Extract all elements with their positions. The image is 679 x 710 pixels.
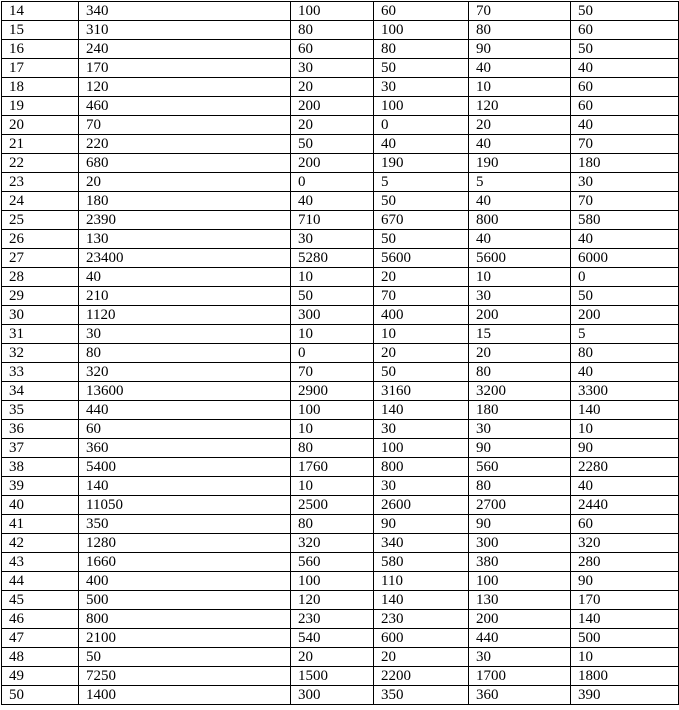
total-cell: 460: [79, 97, 291, 116]
value-cell-2: 30: [374, 477, 469, 496]
value-cell-3: 10: [469, 268, 571, 287]
value-cell-3: 3200: [469, 382, 571, 401]
value-cell-3: 190: [469, 154, 571, 173]
row-number-cell: 20: [2, 116, 79, 135]
table-row: [2, 135, 679, 154]
value-cell-3: 30: [469, 648, 571, 667]
value-cell-3: 90: [469, 515, 571, 534]
value-cell-4: 180: [571, 154, 679, 173]
table-row: [2, 325, 679, 344]
value-cell-2: 20: [374, 648, 469, 667]
total-cell: 5400: [79, 458, 291, 477]
value-cell-3: 30: [469, 420, 571, 439]
table-row: [2, 268, 679, 287]
table-row: [2, 192, 679, 211]
data-table: [1, 1, 679, 705]
value-cell-2: 340: [374, 534, 469, 553]
row-number-cell: 42: [2, 534, 79, 553]
table-row: [2, 629, 679, 648]
total-cell: 310: [79, 21, 291, 40]
table-row: [2, 344, 679, 363]
table-row: [2, 382, 679, 401]
value-cell-1: 230: [291, 610, 374, 629]
total-cell: 220: [79, 135, 291, 154]
value-cell-1: 100: [291, 401, 374, 420]
value-cell-4: 40: [571, 116, 679, 135]
row-number-cell: 48: [2, 648, 79, 667]
row-number-cell: 26: [2, 230, 79, 249]
value-cell-2: 20: [374, 268, 469, 287]
value-cell-3: 200: [469, 306, 571, 325]
total-cell: 210: [79, 287, 291, 306]
row-number-cell: 28: [2, 268, 79, 287]
value-cell-2: 30: [374, 420, 469, 439]
row-number-cell: 14: [2, 2, 79, 21]
value-cell-4: 40: [571, 477, 679, 496]
value-cell-2: 100: [374, 439, 469, 458]
value-cell-2: 40: [374, 135, 469, 154]
row-number-cell: 24: [2, 192, 79, 211]
total-cell: 20: [79, 173, 291, 192]
table-row: [2, 154, 679, 173]
total-cell: 320: [79, 363, 291, 382]
value-cell-4: 60: [571, 78, 679, 97]
table-row: [2, 97, 679, 116]
value-cell-4: 60: [571, 97, 679, 116]
value-cell-2: 70: [374, 287, 469, 306]
row-number-cell: 27: [2, 249, 79, 268]
value-cell-2: 140: [374, 401, 469, 420]
value-cell-2: 50: [374, 192, 469, 211]
row-number-cell: 49: [2, 667, 79, 686]
total-cell: 50: [79, 648, 291, 667]
value-cell-4: 50: [571, 40, 679, 59]
table-row: [2, 572, 679, 591]
value-cell-2: 50: [374, 230, 469, 249]
row-number-cell: 31: [2, 325, 79, 344]
row-number-cell: 25: [2, 211, 79, 230]
value-cell-2: 800: [374, 458, 469, 477]
value-cell-3: 70: [469, 2, 571, 21]
value-cell-1: 80: [291, 515, 374, 534]
value-cell-3: 15: [469, 325, 571, 344]
value-cell-2: 100: [374, 21, 469, 40]
value-cell-1: 1500: [291, 667, 374, 686]
total-cell: 30: [79, 325, 291, 344]
value-cell-4: 60: [571, 515, 679, 534]
value-cell-3: 5600: [469, 249, 571, 268]
value-cell-3: 80: [469, 477, 571, 496]
total-cell: 40: [79, 268, 291, 287]
table-row: [2, 439, 679, 458]
value-cell-4: 500: [571, 629, 679, 648]
row-number-cell: 41: [2, 515, 79, 534]
row-number-cell: 33: [2, 363, 79, 382]
table-row: [2, 477, 679, 496]
total-cell: 13600: [79, 382, 291, 401]
value-cell-2: 100: [374, 97, 469, 116]
row-number-cell: 39: [2, 477, 79, 496]
total-cell: 1280: [79, 534, 291, 553]
value-cell-3: 10: [469, 78, 571, 97]
value-cell-1: 50: [291, 135, 374, 154]
row-number-cell: 18: [2, 78, 79, 97]
value-cell-2: 90: [374, 515, 469, 534]
value-cell-4: 10: [571, 648, 679, 667]
value-cell-3: 5: [469, 173, 571, 192]
value-cell-4: 40: [571, 363, 679, 382]
value-cell-2: 30: [374, 78, 469, 97]
total-cell: 440: [79, 401, 291, 420]
table-row: [2, 116, 679, 135]
table-row: [2, 401, 679, 420]
table-row: [2, 306, 679, 325]
total-cell: 2100: [79, 629, 291, 648]
row-number-cell: 21: [2, 135, 79, 154]
value-cell-1: 30: [291, 230, 374, 249]
value-cell-3: 20: [469, 116, 571, 135]
value-cell-1: 120: [291, 591, 374, 610]
value-cell-4: 140: [571, 610, 679, 629]
value-cell-3: 380: [469, 553, 571, 572]
table-row: [2, 458, 679, 477]
table-row: [2, 667, 679, 686]
value-cell-2: 50: [374, 363, 469, 382]
table-row: [2, 173, 679, 192]
row-number-cell: 29: [2, 287, 79, 306]
value-cell-1: 1760: [291, 458, 374, 477]
table-row: [2, 211, 679, 230]
table-row: [2, 610, 679, 629]
table-row: [2, 40, 679, 59]
value-cell-3: 30: [469, 287, 571, 306]
value-cell-4: 3300: [571, 382, 679, 401]
table-row: [2, 686, 679, 705]
total-cell: 70: [79, 116, 291, 135]
total-cell: 2390: [79, 211, 291, 230]
value-cell-1: 5280: [291, 249, 374, 268]
total-cell: 680: [79, 154, 291, 173]
value-cell-3: 560: [469, 458, 571, 477]
row-number-cell: 43: [2, 553, 79, 572]
value-cell-1: 20: [291, 78, 374, 97]
row-number-cell: 50: [2, 686, 79, 705]
value-cell-1: 100: [291, 572, 374, 591]
table-row: [2, 363, 679, 382]
value-cell-1: 320: [291, 534, 374, 553]
total-cell: 180: [79, 192, 291, 211]
table-row: [2, 21, 679, 40]
value-cell-3: 90: [469, 439, 571, 458]
row-number-cell: 36: [2, 420, 79, 439]
value-cell-3: 360: [469, 686, 571, 705]
row-number-cell: 40: [2, 496, 79, 515]
value-cell-4: 90: [571, 572, 679, 591]
value-cell-4: 2440: [571, 496, 679, 515]
table-row: [2, 2, 679, 21]
value-cell-4: 6000: [571, 249, 679, 268]
value-cell-3: 40: [469, 135, 571, 154]
value-cell-1: 30: [291, 59, 374, 78]
value-cell-1: 10: [291, 325, 374, 344]
value-cell-4: 390: [571, 686, 679, 705]
total-cell: 170: [79, 59, 291, 78]
value-cell-3: 40: [469, 59, 571, 78]
value-cell-1: 50: [291, 287, 374, 306]
value-cell-2: 10: [374, 325, 469, 344]
value-cell-2: 2200: [374, 667, 469, 686]
value-cell-4: 40: [571, 230, 679, 249]
value-cell-1: 200: [291, 97, 374, 116]
table-row: [2, 59, 679, 78]
value-cell-1: 300: [291, 686, 374, 705]
value-cell-3: 800: [469, 211, 571, 230]
value-cell-1: 80: [291, 439, 374, 458]
value-cell-4: 2280: [571, 458, 679, 477]
table-row: [2, 534, 679, 553]
total-cell: 500: [79, 591, 291, 610]
value-cell-1: 10: [291, 268, 374, 287]
value-cell-1: 60: [291, 40, 374, 59]
value-cell-4: 40: [571, 59, 679, 78]
value-cell-1: 710: [291, 211, 374, 230]
value-cell-4: 50: [571, 287, 679, 306]
total-cell: 400: [79, 572, 291, 591]
table-row: [2, 591, 679, 610]
value-cell-2: 350: [374, 686, 469, 705]
value-cell-2: 2600: [374, 496, 469, 515]
value-cell-1: 20: [291, 116, 374, 135]
value-cell-2: 600: [374, 629, 469, 648]
total-cell: 23400: [79, 249, 291, 268]
value-cell-2: 140: [374, 591, 469, 610]
value-cell-1: 540: [291, 629, 374, 648]
value-cell-3: 120: [469, 97, 571, 116]
value-cell-1: 10: [291, 477, 374, 496]
value-cell-4: 140: [571, 401, 679, 420]
value-cell-1: 2900: [291, 382, 374, 401]
value-cell-4: 200: [571, 306, 679, 325]
total-cell: 140: [79, 477, 291, 496]
value-cell-1: 0: [291, 344, 374, 363]
total-cell: 340: [79, 2, 291, 21]
row-number-cell: 47: [2, 629, 79, 648]
table-row: [2, 420, 679, 439]
value-cell-4: 320: [571, 534, 679, 553]
value-cell-2: 5600: [374, 249, 469, 268]
total-cell: 60: [79, 420, 291, 439]
value-cell-3: 80: [469, 21, 571, 40]
value-cell-1: 100: [291, 2, 374, 21]
value-cell-3: 440: [469, 629, 571, 648]
value-cell-3: 80: [469, 363, 571, 382]
value-cell-2: 3160: [374, 382, 469, 401]
value-cell-4: 580: [571, 211, 679, 230]
table-row: [2, 287, 679, 306]
value-cell-4: 60: [571, 21, 679, 40]
value-cell-3: 90: [469, 40, 571, 59]
value-cell-4: 80: [571, 344, 679, 363]
value-cell-2: 230: [374, 610, 469, 629]
row-number-cell: 30: [2, 306, 79, 325]
value-cell-4: 50: [571, 2, 679, 21]
row-number-cell: 15: [2, 21, 79, 40]
total-cell: 1400: [79, 686, 291, 705]
row-number-cell: 23: [2, 173, 79, 192]
total-cell: 80: [79, 344, 291, 363]
value-cell-1: 10: [291, 420, 374, 439]
value-cell-1: 560: [291, 553, 374, 572]
value-cell-2: 20: [374, 344, 469, 363]
total-cell: 240: [79, 40, 291, 59]
value-cell-3: 180: [469, 401, 571, 420]
value-cell-3: 1700: [469, 667, 571, 686]
row-number-cell: 16: [2, 40, 79, 59]
total-cell: 1120: [79, 306, 291, 325]
row-number-cell: 19: [2, 97, 79, 116]
value-cell-2: 400: [374, 306, 469, 325]
value-cell-3: 100: [469, 572, 571, 591]
total-cell: 350: [79, 515, 291, 534]
value-cell-1: 40: [291, 192, 374, 211]
row-number-cell: 46: [2, 610, 79, 629]
table-row: [2, 496, 679, 515]
total-cell: 1660: [79, 553, 291, 572]
value-cell-4: 70: [571, 135, 679, 154]
value-cell-2: 50: [374, 59, 469, 78]
row-number-cell: 38: [2, 458, 79, 477]
value-cell-4: 70: [571, 192, 679, 211]
total-cell: 11050: [79, 496, 291, 515]
value-cell-3: 2700: [469, 496, 571, 515]
table-row: [2, 515, 679, 534]
table-row: [2, 553, 679, 572]
value-cell-3: 40: [469, 192, 571, 211]
value-cell-1: 0: [291, 173, 374, 192]
value-cell-1: 20: [291, 648, 374, 667]
value-cell-3: 130: [469, 591, 571, 610]
value-cell-1: 80: [291, 21, 374, 40]
table-row: [2, 249, 679, 268]
total-cell: 7250: [79, 667, 291, 686]
value-cell-1: 200: [291, 154, 374, 173]
value-cell-2: 190: [374, 154, 469, 173]
table-body: [2, 2, 679, 705]
value-cell-2: 80: [374, 40, 469, 59]
table-row: [2, 78, 679, 97]
table-row: [2, 648, 679, 667]
row-number-cell: 35: [2, 401, 79, 420]
value-cell-4: 10: [571, 420, 679, 439]
value-cell-3: 200: [469, 610, 571, 629]
total-cell: 360: [79, 439, 291, 458]
row-number-cell: 44: [2, 572, 79, 591]
row-number-cell: 34: [2, 382, 79, 401]
value-cell-2: 5: [374, 173, 469, 192]
row-number-cell: 45: [2, 591, 79, 610]
row-number-cell: 17: [2, 59, 79, 78]
value-cell-3: 300: [469, 534, 571, 553]
value-cell-3: 40: [469, 230, 571, 249]
value-cell-4: 30: [571, 173, 679, 192]
value-cell-2: 110: [374, 572, 469, 591]
value-cell-4: 280: [571, 553, 679, 572]
value-cell-4: 170: [571, 591, 679, 610]
total-cell: 120: [79, 78, 291, 97]
value-cell-3: 20: [469, 344, 571, 363]
value-cell-2: 580: [374, 553, 469, 572]
row-number-cell: 22: [2, 154, 79, 173]
value-cell-4: 1800: [571, 667, 679, 686]
row-number-cell: 32: [2, 344, 79, 363]
total-cell: 800: [79, 610, 291, 629]
value-cell-4: 90: [571, 439, 679, 458]
row-number-cell: 37: [2, 439, 79, 458]
value-cell-4: 0: [571, 268, 679, 287]
value-cell-2: 60: [374, 2, 469, 21]
value-cell-1: 70: [291, 363, 374, 382]
value-cell-2: 670: [374, 211, 469, 230]
table-row: [2, 230, 679, 249]
value-cell-4: 5: [571, 325, 679, 344]
value-cell-2: 0: [374, 116, 469, 135]
value-cell-1: 300: [291, 306, 374, 325]
total-cell: 130: [79, 230, 291, 249]
value-cell-1: 2500: [291, 496, 374, 515]
